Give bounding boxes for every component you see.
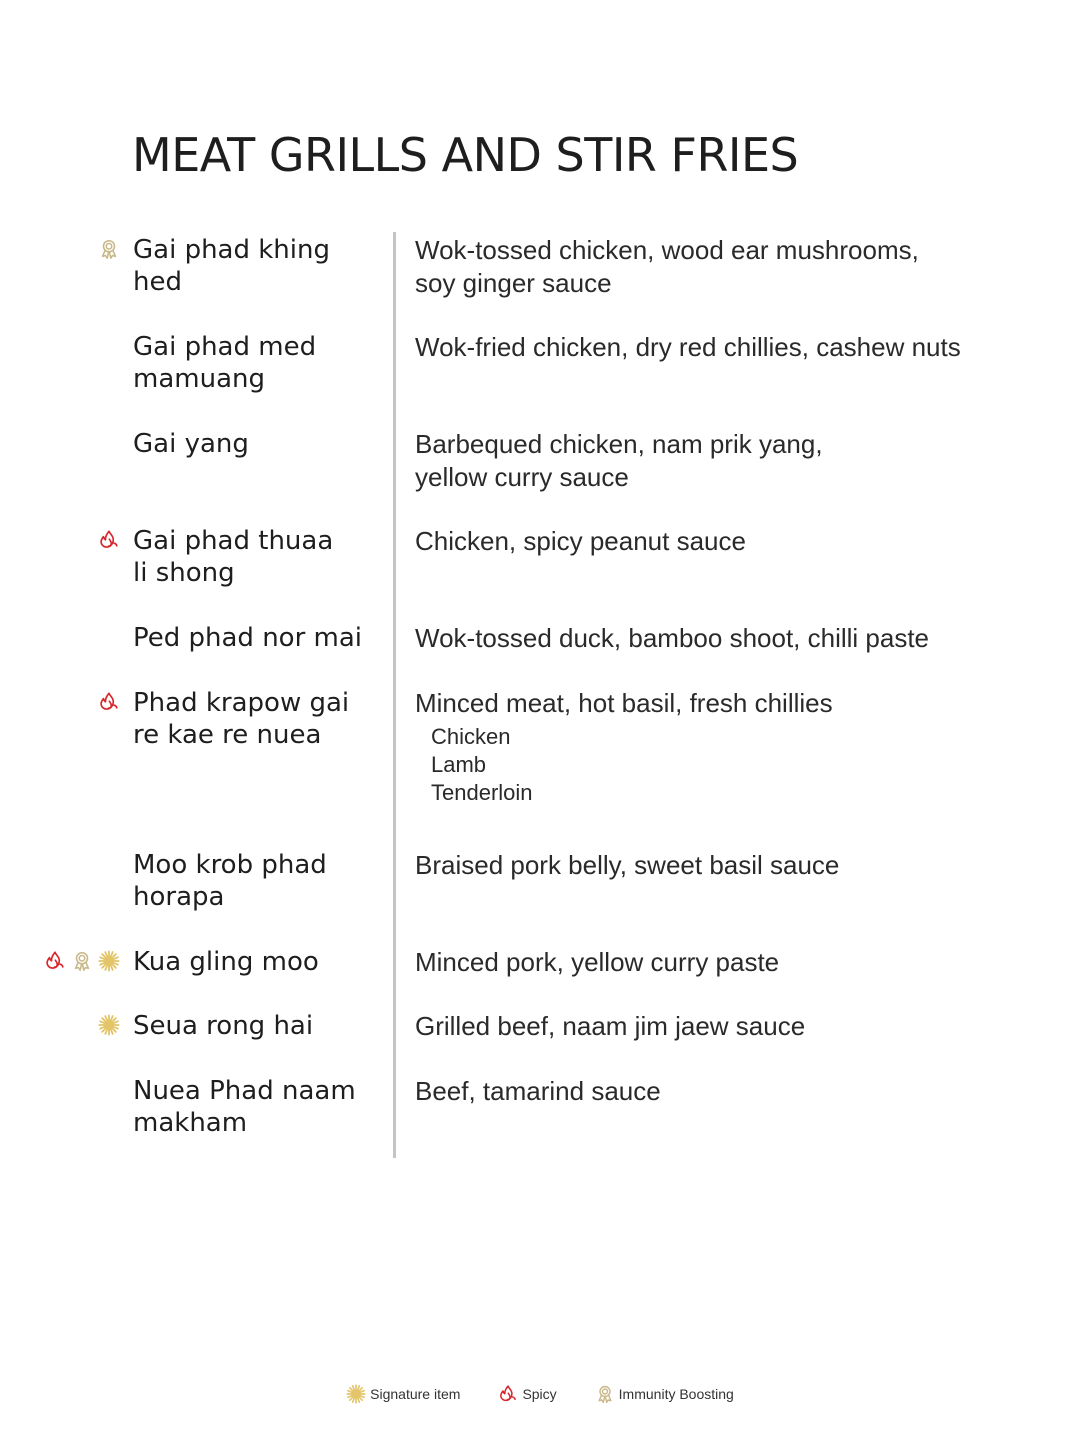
signature-icon [98, 1014, 120, 1036]
item-name: Phad krapow gai re kae re nuea [133, 688, 350, 750]
legend-label: Immunity Boosting [618, 1386, 734, 1402]
item-name: Gai yang [133, 429, 249, 459]
legend-label: Signature item [370, 1386, 461, 1402]
item-icons [98, 238, 120, 260]
legend-item-signature [346, 1384, 460, 1404]
item-description: Braised pork belly, sweet basil sauce [415, 850, 840, 880]
item-name: Nuea Phad naam makham [133, 1076, 356, 1138]
legend-label: Spicy [522, 1386, 557, 1402]
option-lamb: Lamb [431, 752, 487, 777]
item-icons [98, 691, 120, 713]
item-icons [44, 950, 120, 972]
item-description: Wok-tossed duck, bamboo shoot, chilli paste [415, 623, 930, 653]
immunity-icon [595, 1384, 615, 1404]
item-name: Kua gling moo [133, 947, 319, 977]
option-chicken: Chicken [431, 724, 511, 749]
spicy-icon [98, 529, 120, 551]
column-divider [393, 232, 396, 1158]
page-title: MEAT GRILLS AND STIR FRIES [132, 128, 799, 182]
option-tenderloin: Tenderloin [431, 780, 533, 805]
item-options [431, 723, 533, 807]
item-description: Minced pork, yellow curry paste [415, 947, 780, 977]
immunity-icon [98, 238, 120, 260]
signature-icon [98, 950, 120, 972]
signature-icon [346, 1384, 366, 1404]
legend-item-spicy [498, 1384, 556, 1404]
immunity-icon [71, 950, 93, 972]
item-description: Chicken, spicy peanut sauce [415, 526, 746, 556]
item-name: Gai phad med mamuang [133, 332, 317, 394]
spicy-icon [98, 691, 120, 713]
item-name: Gai phad thuaa li shong [133, 526, 334, 588]
spicy-icon [44, 950, 66, 972]
item-name: Moo krob phad horapa [133, 850, 327, 912]
legend-item-immunity [595, 1384, 734, 1404]
legend [0, 1384, 1080, 1404]
item-description: Wok-tossed chicken, wood ear mushrooms, soy ginger sauce [415, 235, 919, 298]
item-description: Minced meat, hot basil, fresh chillies [415, 688, 833, 718]
item-description: Wok-fried chicken, dry red chillies, cashew nuts [415, 332, 961, 362]
spicy-icon [498, 1384, 518, 1404]
item-name: Ped phad nor mai [133, 623, 363, 653]
item-description: Beef, tamarind sauce [415, 1076, 661, 1106]
item-icons [98, 1014, 120, 1036]
item-description: Grilled beef, naam jim jaew sauce [415, 1011, 806, 1041]
item-icons [98, 529, 120, 551]
item-name: Gai phad khing hed [133, 235, 330, 297]
item-name: Seua rong hai [133, 1011, 314, 1041]
item-description: Barbequed chicken, nam prik yang, yellow curry sauce [415, 429, 823, 492]
